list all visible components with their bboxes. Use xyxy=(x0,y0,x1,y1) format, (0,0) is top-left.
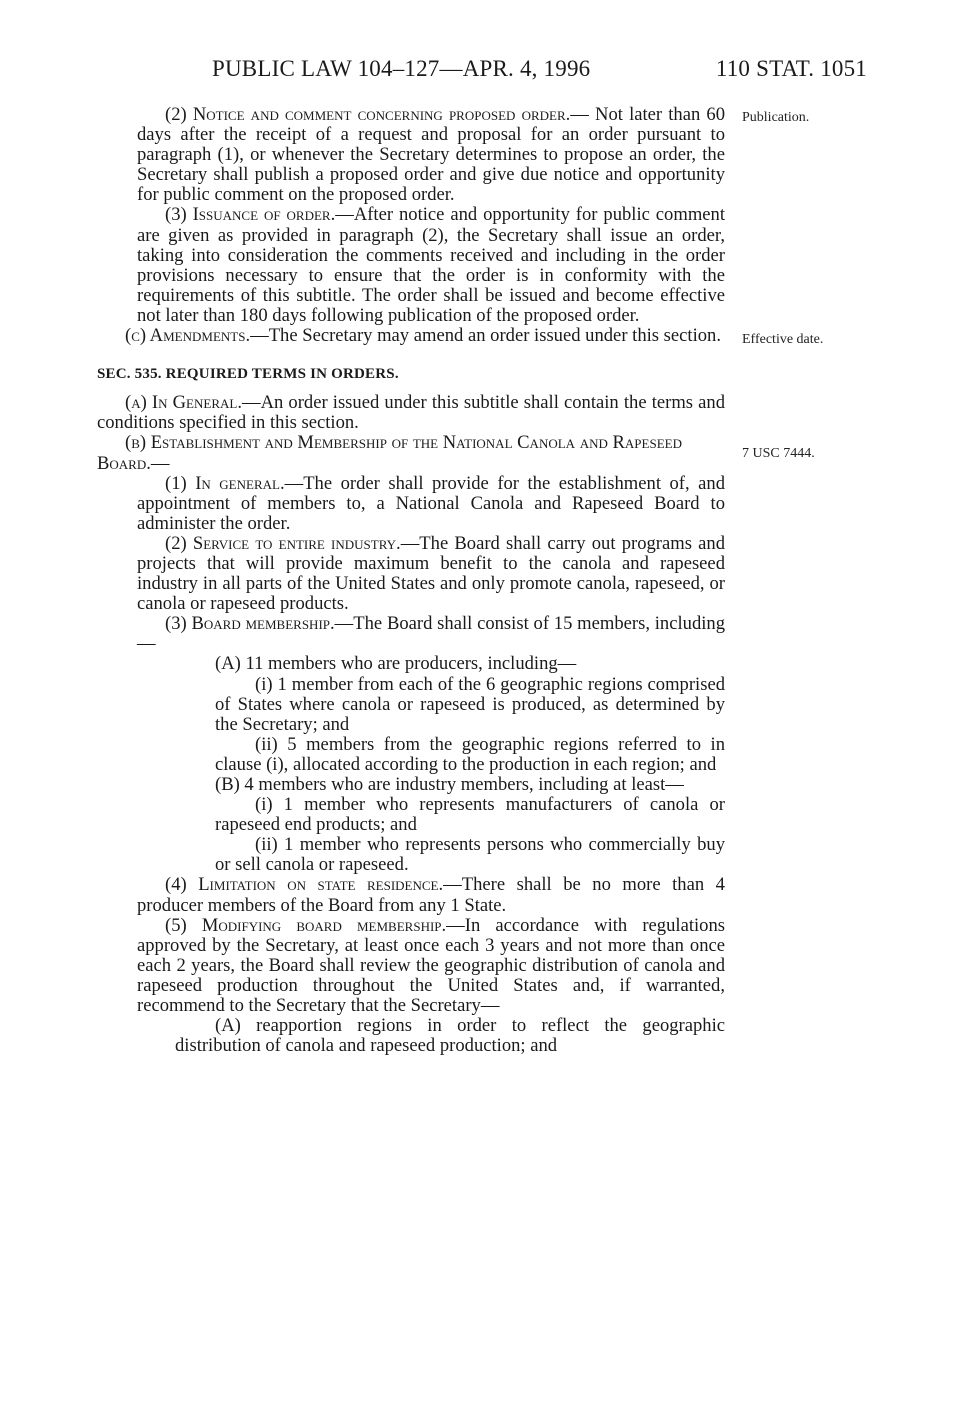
paragraph-2-notice-comment xyxy=(97,105,725,205)
subsection-a-text: —An order issued under this subtitle shall contain the terms and conditions specified in this section. xyxy=(97,392,725,434)
document-body xyxy=(97,105,725,1056)
paragraph-3-heading: (3) Issuance of order. xyxy=(165,204,336,226)
subsection-b-text: — xyxy=(150,452,170,474)
margin-note-effective-date: Effective date. xyxy=(742,332,824,347)
subparagraph-b5A: (A) reapportion regions in order to reflect the geographic distribution of canola and rapeseed production; and xyxy=(175,1015,725,1057)
subsection-c-amendments xyxy=(97,326,725,346)
paragraph-b4-limitation xyxy=(97,875,725,915)
margin-note-publication: Publication. xyxy=(742,110,810,125)
paragraph-3-text: —After notice and opportunity for public comment are given as provided in paragraph (2), the Secretary shall issue an order, taking into consideration the comments received and including in the order provisions necessary to ensure that the order is in conformity with the requirements of this subtitle. The order shall be issued and become effective not later than 180 days following publication of the proposed order. xyxy=(137,204,725,326)
subparagraph-b3B: (B) 4 members who are industry members, including at least— xyxy=(215,774,684,795)
subsection-b-board xyxy=(97,433,725,473)
subsection-a-heading: (a) In General. xyxy=(125,392,242,414)
paragraph-b3-text: —The Board shall consist of 15 members, including— xyxy=(137,613,726,655)
paragraph-2-heading: (2) Notice and comment concerning proposed order. xyxy=(165,104,571,125)
paragraph-b5-modifying xyxy=(97,916,725,1016)
clause-b3A-ii: (ii) 5 members from the geographic regions referred to in clause (i), allocated according to the production in each region; and xyxy=(215,733,725,775)
paragraph-b5-text: —In accordance with regulations approved by the Secretary, at least once each 3 years and not more than once each 2 years, the Board shall review the geographic distribution of canola and rapeseed production throughout the United States and, if warranted, recommend to the Secretary that the Secretary— xyxy=(137,914,725,1017)
paragraph-b4-text: —There shall be no more than 4 producer members of the Board from any 1 State. xyxy=(137,874,725,916)
subsection-a-in-general xyxy=(97,393,725,433)
header-law-citation: PUBLIC LAW 104–127—APR. 4, 1996 xyxy=(212,56,591,81)
subsection-c-text: —The Secretary may amend an order issued under this section. xyxy=(250,325,721,347)
clause-b3B-i: (i) 1 member who represents manufacturers of canola or rapeseed end products; and xyxy=(215,794,725,836)
paragraph-b1-in-general xyxy=(97,474,725,534)
subparagraph-b3A: (A) 11 members who are producers, including— xyxy=(215,653,577,675)
clause-b3B-ii: (ii) 1 member who represents persons who commercially buy or sell canola or rapeseed. xyxy=(215,834,725,876)
subsection-c-heading: (c) Amendments. xyxy=(125,325,251,347)
paragraph-b2-text: —The Board shall carry out programs and projects that will provide maximum benefit to the canola and rapeseed industry in all parts of the United States and only promote canola, rapeseed, or canola or rapeseed products. xyxy=(137,532,725,615)
paragraph-b5-heading: (5) Modifying board membership. xyxy=(165,914,447,936)
paragraph-b2-heading: (2) Service to entire industry. xyxy=(165,532,401,554)
paragraph-b4-heading: (4) Limitation on state residence. xyxy=(165,874,444,896)
paragraph-3-issuance xyxy=(97,205,725,326)
paragraph-b1-heading: (1) In general. xyxy=(165,472,285,494)
section-535-heading: SEC. 535. REQUIRED TERMS IN ORDERS. xyxy=(97,366,399,383)
paragraph-2-text: — Not later than 60 days after the receipt of a request and proposal for an order pursuant to paragraph (1), or whenever the Secretary determines to propose an order, the Secretary shall publish a proposed order and give due notice and opportunity for public comment on the proposed order. xyxy=(137,104,725,206)
paragraph-b1-text: —The order shall provide for the establishment of, and appointment of members to, a National Canola and Rapeseed Board to administer the order. xyxy=(137,472,725,534)
paragraph-b2-service xyxy=(97,534,725,614)
paragraph-b3-membership xyxy=(97,614,725,654)
clause-b3A-i: (i) 1 member from each of the 6 geographic regions comprised of States where canola or rapeseed is produced, as determined by the Secretary; and xyxy=(215,673,725,735)
paragraph-b3-heading: (3) Board membership. xyxy=(165,613,335,635)
subsection-b-heading: (b) Establishment and Membership of the National Canola and Rapeseed Board. xyxy=(97,432,682,474)
header-stat-page: 110 STAT. 1051 xyxy=(715,56,867,81)
margin-note-usc: 7 USC 7444. xyxy=(742,446,815,461)
